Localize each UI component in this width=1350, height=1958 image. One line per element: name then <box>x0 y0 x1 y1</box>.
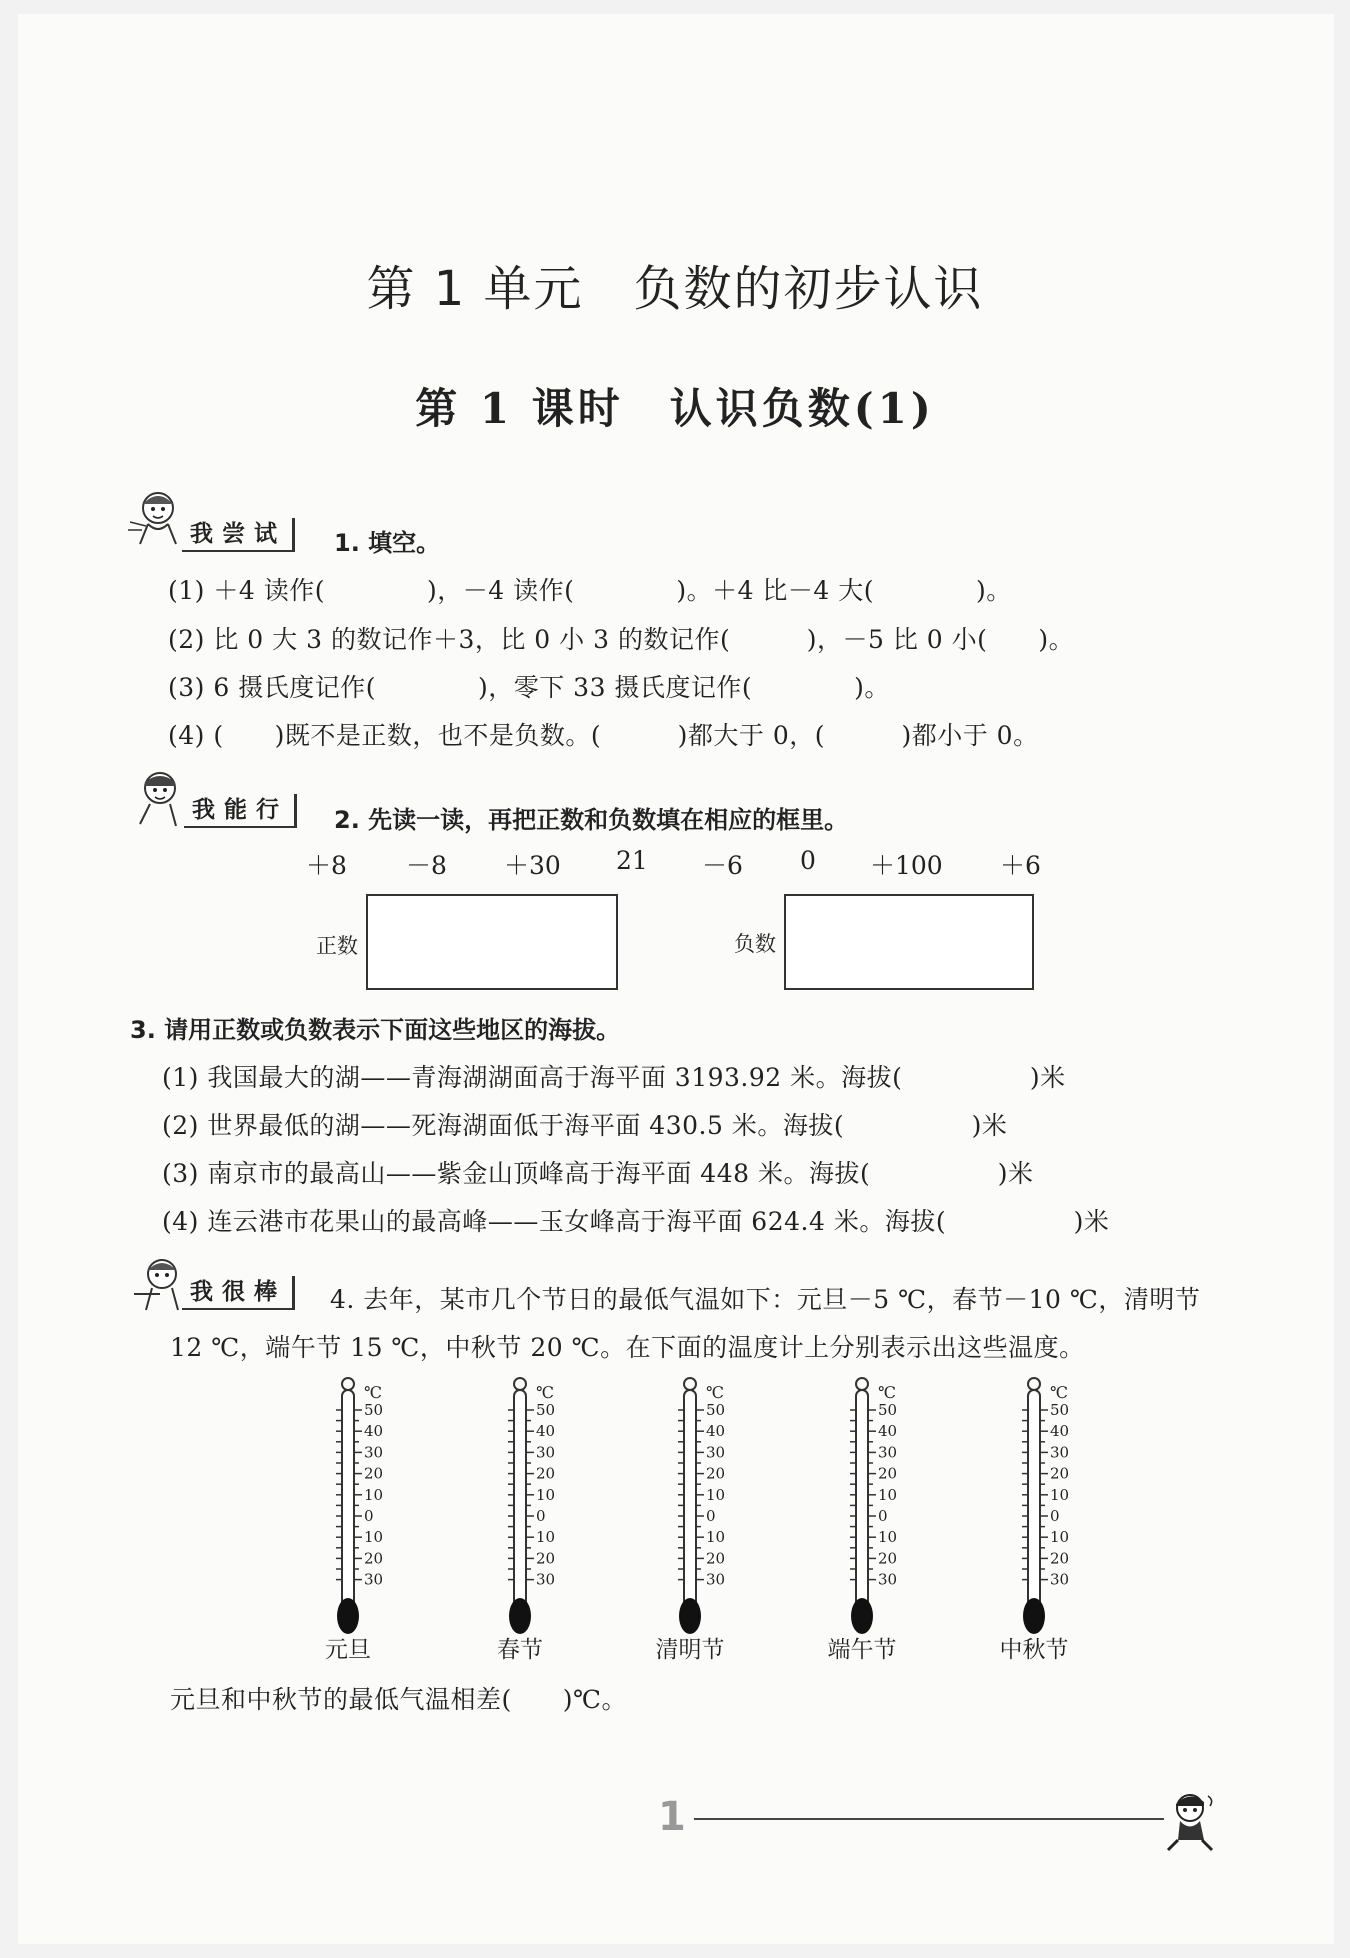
thermometer-bulb <box>509 1598 531 1634</box>
tick-label: 50 <box>536 1401 556 1419</box>
positive-label: 正数 <box>316 934 358 958</box>
tick-label: 20 <box>1050 1464 1070 1483</box>
thermometer-unit: ℃ <box>536 1383 554 1402</box>
tick-label: 30 <box>706 1570 726 1589</box>
tick-label: 20 <box>1050 1549 1070 1568</box>
q2-number: 21 <box>616 846 648 875</box>
tick-label: 0 <box>536 1507 546 1525</box>
tick-label: 20 <box>878 1549 898 1568</box>
page-number: 1 <box>658 1794 686 1840</box>
thermometer-label: 端午节 <box>827 1637 897 1663</box>
thermometer-top-ring <box>342 1378 354 1390</box>
q3-title: 3. 请用正数或负数表示下面这些地区的海拔。 <box>130 1016 621 1044</box>
thermometer-label: 清明节 <box>655 1637 725 1663</box>
thermometer-unit: ℃ <box>1050 1383 1068 1402</box>
tick-label: 30 <box>1050 1443 1070 1462</box>
tick-label: 20 <box>364 1549 384 1568</box>
thermometer-top-ring <box>1028 1378 1040 1390</box>
tick-label: 10 <box>878 1485 898 1504</box>
thermometer-tube <box>1028 1390 1040 1612</box>
tick-label: 20 <box>536 1549 556 1568</box>
tick-label: 50 <box>706 1401 726 1419</box>
tick-label: 0 <box>878 1507 888 1525</box>
tick-label: 20 <box>706 1464 726 1483</box>
thermometer[interactable] <box>318 1376 438 1646</box>
footer-rule <box>694 1817 1164 1821</box>
tick-label: 10 <box>364 1485 384 1504</box>
q2-number: －6 <box>702 851 743 880</box>
thermometer-bulb <box>679 1598 701 1634</box>
thermometer-unit: ℃ <box>706 1383 724 1402</box>
thermometer-top-ring <box>684 1378 696 1390</box>
thermometer[interactable] <box>660 1376 780 1646</box>
thermometer[interactable] <box>1004 1376 1124 1646</box>
tick-label: 30 <box>364 1443 384 1462</box>
tick-label: 0 <box>1050 1507 1060 1525</box>
badge-try: 我尝试 <box>182 518 295 552</box>
q1-line-1: (1) ＋4 读作( )，－4 读作( )。＋4 比－4 大( )。 <box>168 576 1012 605</box>
tick-label: 10 <box>1050 1485 1070 1504</box>
thermometer-label: 元旦 <box>325 1637 371 1663</box>
tick-label: 10 <box>536 1528 556 1547</box>
q2-number: ＋8 <box>306 851 347 880</box>
tick-label: 40 <box>364 1422 384 1441</box>
q4-title-line-2: 12 ℃，端午节 15 ℃，中秋节 20 ℃。在下面的温度计上分别表示出这些温度。 <box>170 1333 1085 1362</box>
tick-label: 30 <box>364 1570 384 1589</box>
q1-line-2: (2) 比 0 大 3 的数记作＋3，比 0 小 3 的数记作( )，－5 比 0 小( )。 <box>168 625 1075 654</box>
thermometer-tube <box>514 1390 526 1612</box>
lesson-title: 第 1 课时 认识负数(1) <box>415 384 935 433</box>
q3-line-1: (1) 我国最大的湖——青海湖湖面高于海平面 3193.92 米。海拔( )米 <box>162 1063 1066 1092</box>
thermometer-tube <box>856 1390 868 1612</box>
q3-line-4: (4) 连云港市花果山的最高峰——玉女峰高于海平面 624.4 米。海拔( )米 <box>162 1207 1110 1236</box>
thermometer-tube <box>684 1390 696 1612</box>
thermometer-bulb <box>337 1598 359 1634</box>
tick-label: 30 <box>1050 1570 1070 1589</box>
thermometer[interactable] <box>832 1376 952 1646</box>
boy-mascot-icon <box>128 768 192 828</box>
thermometer-bulb <box>851 1598 873 1634</box>
tick-label: 10 <box>706 1528 726 1547</box>
tick-label: 30 <box>536 1443 556 1462</box>
q2-number: ＋30 <box>504 851 561 880</box>
girl-mascot-icon <box>126 488 190 548</box>
thermometer-unit: ℃ <box>364 1383 382 1402</box>
q1-line-4: (4) ( )既不是正数，也不是负数。( )都大于 0，( )都小于 0。 <box>168 721 1039 750</box>
tick-label: 20 <box>878 1464 898 1483</box>
tick-label: 40 <box>706 1422 726 1441</box>
tick-label: 10 <box>878 1528 898 1547</box>
tick-label: 50 <box>1050 1401 1070 1419</box>
q2-title: 2. 先读一读，再把正数和负数填在相应的框里。 <box>334 806 849 834</box>
tick-label: 20 <box>364 1464 384 1483</box>
q3-line-3: (3) 南京市的最高山——紫金山顶峰高于海平面 448 米。海拔( )米 <box>162 1159 1034 1188</box>
tick-label: 30 <box>878 1443 898 1462</box>
tick-label: 10 <box>364 1528 384 1547</box>
q4-title-line-1: 4. 去年，某市几个节日的最低气温如下：元旦－5 ℃，春节－10 ℃，清明节 <box>330 1285 1201 1314</box>
q1-line-3: (3) 6 摄氏度记作( )，零下 33 摄氏度记作( )。 <box>168 673 890 702</box>
tick-label: 0 <box>364 1507 374 1525</box>
tick-label: 10 <box>706 1485 726 1504</box>
tick-label: 40 <box>1050 1422 1070 1441</box>
q2-number: －8 <box>406 851 447 880</box>
badge-great: 我很棒 <box>182 1276 295 1310</box>
positive-box[interactable] <box>366 894 618 990</box>
negative-box[interactable] <box>784 894 1034 990</box>
running-boy-mascot-icon <box>1160 1788 1222 1854</box>
thermometer-unit: ℃ <box>878 1383 896 1402</box>
tick-label: 30 <box>878 1570 898 1589</box>
q4-final-question: 元旦和中秋节的最低气温相差( )℃。 <box>170 1685 627 1714</box>
tick-label: 10 <box>536 1485 556 1504</box>
tick-label: 30 <box>536 1570 556 1589</box>
tick-label: 40 <box>536 1422 556 1441</box>
tick-label: 10 <box>1050 1528 1070 1547</box>
thermometer-top-ring <box>514 1378 526 1390</box>
q2-number: 0 <box>800 846 816 875</box>
negative-label: 负数 <box>734 932 776 956</box>
q3-line-2: (2) 世界最低的湖——死海湖面低于海平面 430.5 米。海拔( )米 <box>162 1111 1008 1140</box>
unit-title: 第 1 单元 负数的初步认识 <box>366 261 984 317</box>
tick-label: 50 <box>364 1401 384 1419</box>
thermometer[interactable] <box>490 1376 610 1646</box>
thermometer-tube <box>342 1390 354 1612</box>
tick-label: 0 <box>706 1507 716 1525</box>
tick-label: 20 <box>706 1549 726 1568</box>
thermometer-top-ring <box>856 1378 868 1390</box>
tick-label: 50 <box>878 1401 898 1419</box>
tick-label: 40 <box>878 1422 898 1441</box>
q2-number: ＋100 <box>870 851 943 880</box>
badge-can: 我能行 <box>184 794 297 828</box>
q2-number: ＋6 <box>1000 851 1041 880</box>
thermometer-label: 中秋节 <box>999 1637 1069 1663</box>
q1-title: 1. 填空。 <box>334 529 441 557</box>
thermometer-label: 春节 <box>497 1637 543 1663</box>
thermometer-bulb <box>1023 1598 1045 1634</box>
tick-label: 20 <box>536 1464 556 1483</box>
tick-label: 30 <box>706 1443 726 1462</box>
